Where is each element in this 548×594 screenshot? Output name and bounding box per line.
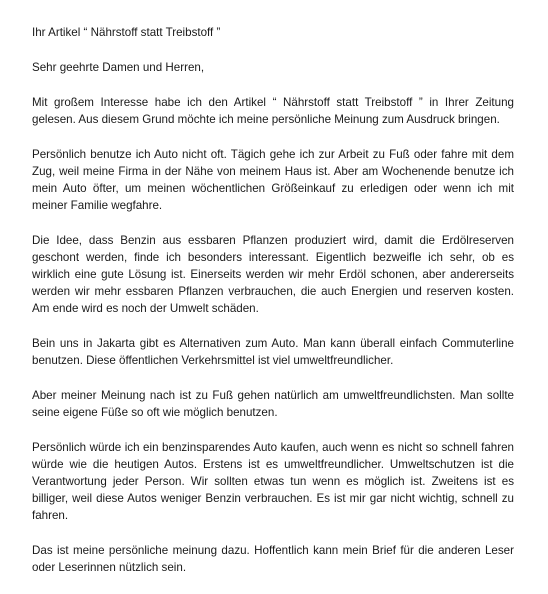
letter-subject: Ihr Artikel “ Nährstoff statt Treibstoff ” (32, 26, 221, 39)
letter-paragraph-7: Das ist meine persönliche meinung dazu. Hoffentlich kann mein Brief für die anderen Leser oder Leserinnen nützlich sein. (32, 544, 514, 574)
letter-paragraph-2: Persönlich benutze ich Auto nicht oft. Tägich gehe ich zur Arbeit zu Fuß oder fahre mit dem Zug, weil meine Firma in der Nähe von meinem Haus ist. Aber am Wochenende benutze ich mein Auto öfter, um meinen wöchentlichen Größeinkauf zu erledigen oder wenn ich mit meiner Familie wegfahre. (32, 148, 514, 212)
letter-paragraph-5: Aber meiner Meinung nach ist zu Fuß gehen natürlich am umweltfreundlichsten. Man sollte seine eigene Füße so oft wie möglich benutzen. (32, 389, 514, 419)
document-page (32, 24, 514, 594)
letter-paragraph-4: Bein uns in Jakarta gibt es Alternativen zum Auto. Man kann überall einfach Commuterline benutzen. Diese öffentlichen Verkehrsmittel ist viel umweltfreundlicher. (32, 337, 514, 367)
letter-paragraph-1: Mit großem Interesse habe ich den Artikel “ Nährstoff statt Treibstoff ” in Ihrer Zeitung gelesen. Aus diesem Grund möchte ich meine persönliche Meinung zum Ausdruck bringen. (32, 96, 514, 126)
letter-salutation: Sehr geehrte Damen und Herren, (32, 61, 205, 74)
letter-paragraph-6: Persönlich würde ich ein benzinsparendes Auto kaufen, auch wenn es nicht so schnell fahren würde wie die heutigen Autos. Erstens ist es umweltfreundlicher. Umweltschutzen ist die Verantwortung jeder Person. Wir sollten etwas tun wenn es möglich ist. Zweitens ist es billiger, weil diese Autos weniger Benzin verbrauchen. Es ist mir gar nicht wichtig, schnell zu fahren. (32, 441, 514, 522)
letter-paragraph-3: Die Idee, dass Benzin aus essbaren Pflanzen produziert wird, damit die Erdölreserven geschont werden, finde ich besonders interessant. Eigentlich bezweifle ich sehr, ob es wirklich eine gute Lösung ist. Einerseits werden wir mehr Erdöl schonen, aber andererseits werden wir mehr essbaren Pflanzen verbrauchen, die auch Energien und reserven kosten. Am ende wird es noch der Umwelt schäden. (32, 234, 514, 315)
